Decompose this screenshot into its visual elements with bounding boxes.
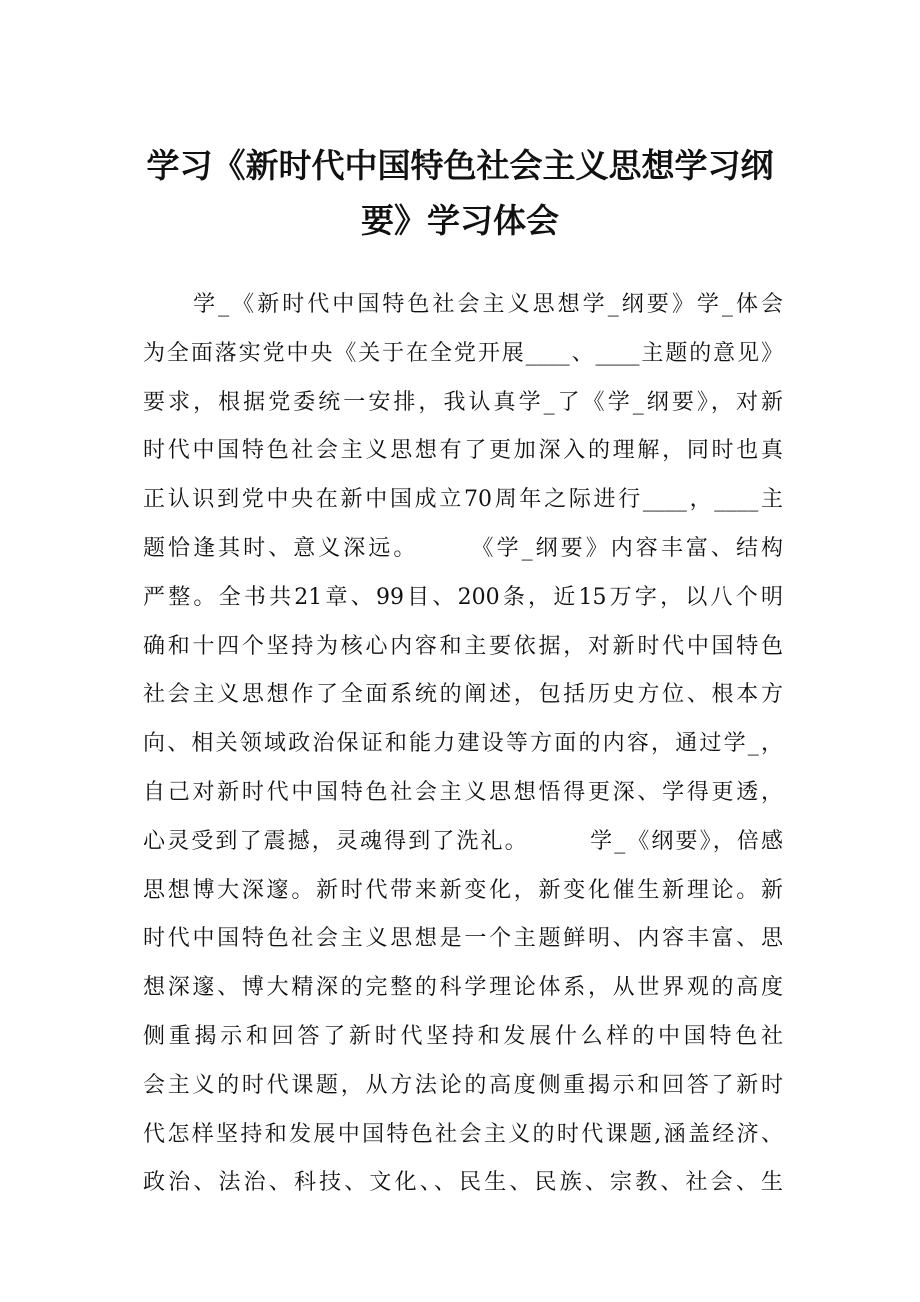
- body-line: 政治、法治、科技、文化、、民生、民族、宗教、社会、生: [143, 1170, 783, 1196]
- body-line: 要求，根据党委统一安排，我认真学_了《学_纲要》，对新: [143, 389, 783, 415]
- body-line: 时代中国特色社会主义思想是一个主题鲜明、内容丰富、思: [143, 926, 783, 952]
- body-line: 向、相关领域政治保证和能力建设等方面的内容，通过学_，: [143, 731, 783, 757]
- body-line: 题恰逢其时、意义深远。 《学_纲要》内容丰富、结构: [143, 535, 783, 561]
- body-line: 确和十四个坚持为核心内容和主要依据，对新时代中国特色: [143, 633, 783, 659]
- body-line: 代怎样坚持和发展中国特色社会主义的时代课题,涵盖经济、: [143, 1121, 783, 1147]
- body-line: 社会主义思想作了全面系统的阐述，包括历史方位、根本方: [143, 682, 783, 708]
- body-line: 自己对新时代中国特色社会主义思想悟得更深、学得更透，: [143, 779, 783, 805]
- body-line: 侧重揭示和回答了新时代坚持和发展什么样的中国特色社: [143, 1023, 783, 1049]
- title-line-2: 要》学习体会: [361, 201, 559, 240]
- body-line: 思想博大深邃。新时代带来新变化，新变化催生新理论。新: [143, 877, 783, 903]
- body-line: 时代中国特色社会主义思想有了更加深入的理解，同时也真: [143, 438, 783, 464]
- body-line: 心灵受到了震撼，灵魂得到了洗礼。 学_《纲要》，倍感: [143, 828, 783, 854]
- document-body: [143, 281, 783, 1208]
- body-line: 想深邃、博大精深的完整的科学理论体系，从世界观的高度: [143, 975, 783, 1001]
- body-line: 为全面落实党中央《关于在全党开展____、____主题的意见》: [143, 340, 783, 366]
- title-line-1: 学习《新时代中国特色社会主义思想学习纲: [146, 146, 774, 185]
- body-line: 严整。全书共21章、99目、200条，近15万字，以八个明: [143, 584, 783, 610]
- body-line: 正认识到党中央在新中国成立70周年之际进行____，____主: [143, 487, 783, 513]
- body-line: 会主义的时代课题，从方法论的高度侧重揭示和回答了新时: [143, 1072, 783, 1098]
- document-title: [130, 138, 790, 248]
- body-line: 学_《新时代中国特色社会主义思想学_纲要》学_体会: [143, 292, 783, 317]
